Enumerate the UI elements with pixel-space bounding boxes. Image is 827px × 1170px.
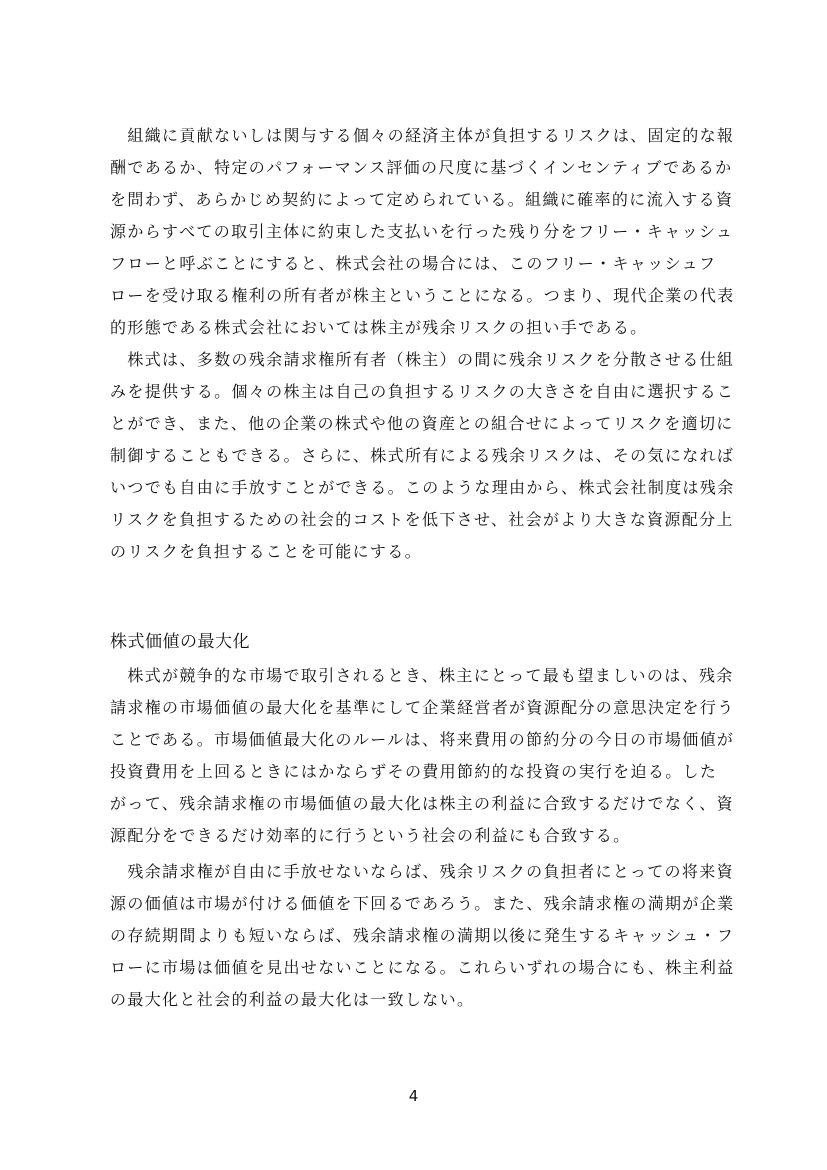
text-line: 投資費用を上回るときにはかならずその費用節約的な投資の実行を迫る。した — [110, 762, 718, 781]
text-line: がって、残余請求権の市場価値の最大化は株主の利益に合致するだけでなく、資 — [110, 794, 734, 813]
text-line: 請求権の市場価値の最大化を基準にして企業経営者が資源配分の意思決定を行う — [110, 698, 735, 717]
text-line: 源の価値は市場が付ける価値を下回るであろう。また、残余請求権の満期が企業 — [110, 894, 735, 913]
paragraph-stock-diversification — [110, 344, 735, 568]
paragraph-residual-risk — [110, 120, 735, 344]
text-line: 源配分をできるだけ効率的に行うという社会の利益にも合致する。 — [110, 826, 631, 845]
text-line: ローを受け取る権利の所有者が株主ということになる。つまり、現代企業の代表 — [110, 286, 735, 305]
text-line: 組織に貢献ないしは関与する個々の経済主体が負担するリスクは、固定的な報 — [110, 126, 735, 145]
text-line: とができ、また、他の企業の株式や他の資産との組合せによってリスクを適切に — [110, 414, 734, 433]
paragraph-claim-transferability — [110, 856, 735, 1016]
text-line: の最大化と社会的利益の最大化は一致しない。 — [110, 990, 475, 1009]
text-line: フローと呼ぶことにすると、株式会社の場合には、このフリー・キャッシュフ — [110, 254, 717, 273]
text-line: 源からすべての取引主体に約束した支払いを行った残り分をフリー・キャッシュ — [110, 222, 734, 241]
section-heading: 株式価値の最大化 — [110, 632, 250, 652]
text-line: リスクを負担するための社会的コストを低下させ、社会がより大きな資源配分上 — [110, 510, 734, 529]
text-line: を問わず、あらかじめ契約によって定められている。組織に確率的に流入する資 — [110, 190, 734, 209]
text-line: 的形態である株式会社においては株主が残余リスクの担い手である。 — [110, 318, 648, 337]
text-line: 酬であるか、特定のパフォーマンス評価の尺度に基づくインセンティブであるか — [110, 158, 733, 177]
text-line: のリスクを負担することを可能にする。 — [110, 542, 422, 561]
page-number: 4 — [408, 1087, 419, 1105]
text-line: 株式は、多数の残余請求権所有者（株主）の間に残余リスクを分散させる仕組 — [110, 350, 735, 369]
text-line: ことである。市場価値最大化のルールは、将来費用の節約分の今日の市場価値が — [110, 730, 735, 749]
text-line: 株式が競争的な市場で取引されるとき、株主にとって最も望ましいのは、残余 — [110, 666, 734, 685]
text-line: の存続期間よりも短いならば、残余請求権の満期以後に発生するキャッシュ・フ — [110, 926, 735, 945]
text-line: ローに市場は価値を見出せないことになる。これらいずれの場合にも、株主利益 — [110, 958, 735, 977]
text-line: 残余請求権が自由に手放せないならば、残余リスクの負担者にとっての将来資 — [110, 862, 734, 881]
paragraph-value-maximization — [110, 660, 735, 852]
text-line: みを提供する。個々の株主は自己の負担するリスクの大きさを自由に選択するこ — [110, 382, 735, 401]
text-line: 制御することもできる。さらに、株式所有による残余リスクは、その気になれば — [110, 446, 735, 465]
text-line: いつでも自由に手放すことができる。このような理由から、株式会社制度は残余 — [110, 478, 735, 497]
